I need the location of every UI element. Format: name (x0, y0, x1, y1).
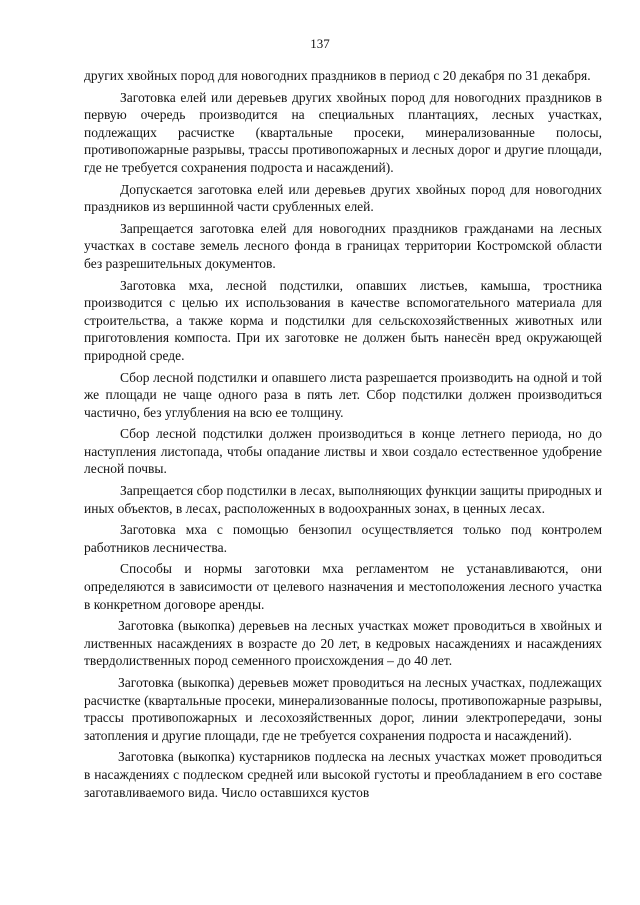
paragraph-spruce-tops-allowed: Допускается заготовка елей или деревьев других хвойных пород для новогодних праздников из вершинной части срубленных елей. (84, 181, 602, 215)
paragraph-litter-timing: Сбор лесной подстилки должен производиться в конце летнего периода, но до наступления листопада, чтобы опадание листвы и хвои создало естественное удобрение лесной почвы. (84, 426, 602, 477)
paragraph-shrub-digging: Заготовка (выкопка) кустарников подлеска на лесных участках может проводиться в насаждениях с подлеском средней или высокой густоты и преобладанием в его составе заготавливаемого вида. Число оставшихся кустов (84, 749, 602, 800)
paragraph-tree-digging-age: Заготовка (выкопка) деревьев на лесных участках может проводиться в хвойных и лиственных насаждениях в возрасте до 20 лет, в кедровых насаждениях и насаждениях твердолиственных пород семенного происхождения – до 40 лет. (84, 618, 602, 669)
paragraph-litter-prohibition: Запрещается сбор подстилки в лесах, выполняющих функции защиты природных и иных объектов, в лесах, расположенных в водоохранных зонах, в ценных лесах. (84, 483, 602, 516)
paragraph-continued: других хвойных пород для новогодних праздников в период с 20 декабря по 31 декабря. (84, 68, 591, 83)
paragraph-tree-digging-places: Заготовка (выкопка) деревьев может проводиться на лесных участках, подлежащих расчистке (квартальные просеки, минерализованные полосы, противопожарные разрывы, трассы противопожарных и лесохозяйственных дорог, линии электропередачи, зоны затопления и другие площади, где не требуется сохранения подроста и насаждений). (84, 675, 602, 743)
paragraph-spruce-prohibition: Запрещается заготовка елей для новогодних праздников гражданами на лесных участках в составе земель лесного фонда в границах территории Костромской области без разрешительных документов. (84, 220, 602, 271)
paragraph-litter-frequency: Сбор лесной подстилки и опавшего листа разрешается производить на одной и той же площади не чаще одного раза в пять лет. Сбор подстилки должен производиться частично, без углубления на всю ее толщину. (84, 369, 602, 420)
paragraph-moss-litter-harvest: Заготовка мха, лесной подстилки, опавших листьев, камыша, тростника производится с целью их использования в качестве вспомогательного материала для строительства, а также корма и подстилки для сельскохозяйственных животных или приготовления компоста. При их заготовке не должен быть нанесён вред окружающей природной среде. (84, 277, 602, 363)
document-body (84, 67, 602, 805)
paragraph-moss-chainsaw: Заготовка мха с помощью бензопил осуществляется только под контролем работников лесничества. (84, 522, 602, 555)
page-number: 137 (310, 36, 330, 51)
paragraph-spruce-harvest-places: Заготовка елей или деревьев других хвойных пород для новогодних праздников в первую очередь производится на специальных плантациях, лесных участках, подлежащих расчистке (квартальные просеки, минерализованные полосы, противопожарные разрывы, трассы противопожарных и лесных дорог и другие площади, где не требуется сохранения подроста и насаждений). (84, 89, 602, 175)
paragraph-moss-norms: Способы и нормы заготовки мха регламентом не устанавливаются, они определяются в зависимости от целевого назначения и местоположения лесного участка в конкретном договоре аренды. (84, 561, 602, 612)
